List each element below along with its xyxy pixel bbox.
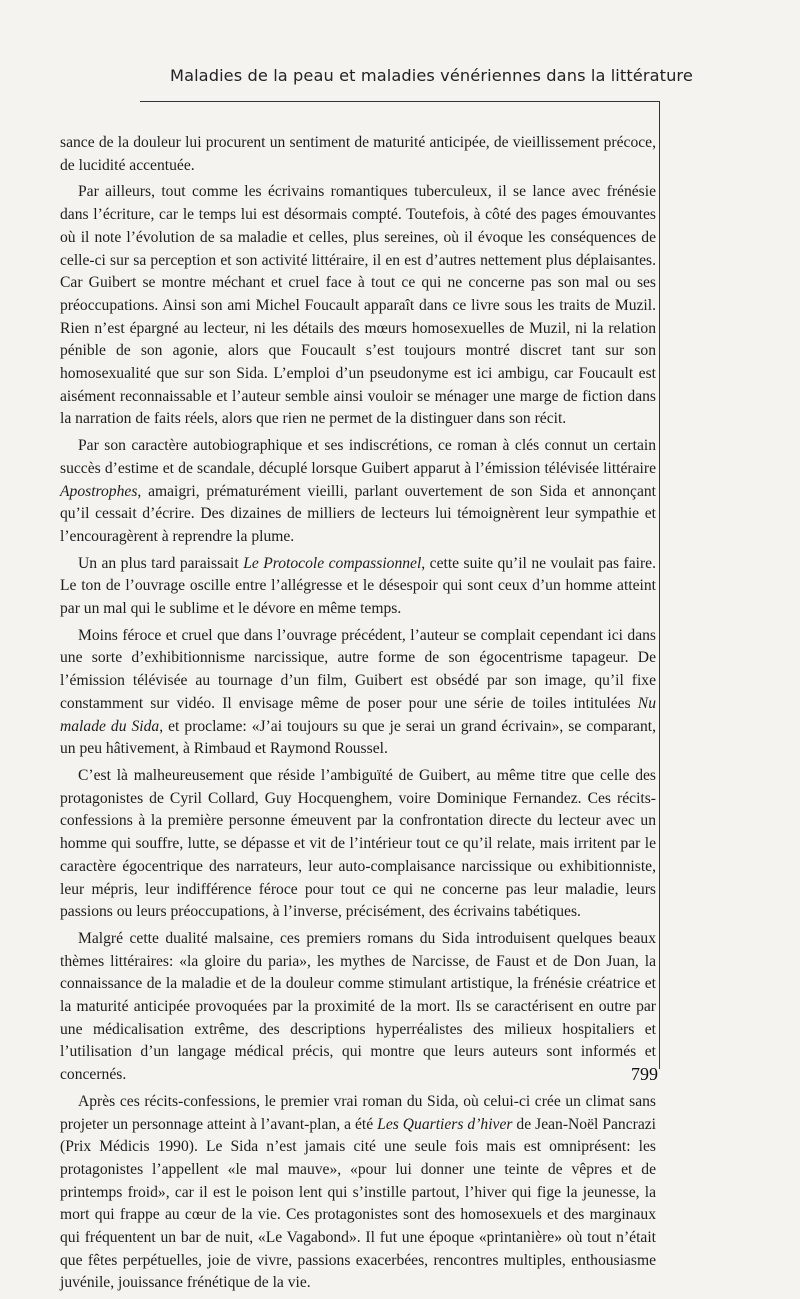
- paragraph-text: Après ces récits-confessions, le premier vrai roman du Sida, où celui-ci crée un climat sans projeter un personnage atteint à l’avant-plan, a été: [60, 1092, 656, 1133]
- paragraph: [60, 553, 656, 621]
- title-italic: Le Protocole compassionnel: [243, 554, 422, 572]
- title-italic: Apostrophes: [60, 482, 138, 500]
- title-italic: Nu malade du Sida: [60, 694, 656, 735]
- header-rule: [140, 101, 660, 102]
- paragraph-text: Par son caractère autobiographique et ses indiscrétions, ce roman à clés connut un certain succès d’estime et de scandale, décuplé lorsque Guibert apparut à l’émission télévisée littéraire: [60, 437, 656, 477]
- paragraph: sance de la douleur lui procurent un sentiment de maturité anticipée, de vieillissement précoce, de lucidité accentuée.: [60, 134, 656, 174]
- paragraph-text: Moins féroce et cruel que dans l’ouvrage précédent, l’auteur se complait cependant ici dans une sorte d’exhibitionnisme narcissique, autre forme de son égocentrisme tapageur. De l’émission télévisée au tournage d’un film, Guibert est obsédé par son image, qu’il fixe constamment sur vidéo. Il envisage même de poser pour une série de toiles intitulées: [60, 626, 656, 712]
- paragraph-text: Un an plus tard paraissait: [78, 554, 244, 572]
- paragraph-text: de Jean-Noël Pancrazi (Prix Médicis 1990). Le Sida n’est jamais cité une seule fois mais est omniprésent: les protagonistes l’appellent «le mal mauve», «pour lui donner une teinte de vêpres et de printemps froid», car il est le poison lent qui s’instille partout, l’hiver qui fige la jeunesse, la mort qui frappe au cœur de la vie. Ces protagonistes sont des homosexuels et des marginaux qui fréquentent un bar de nuit, «Le Vagabond». Il fut une époque «printanière» où tout n’était que fêtes perpétuelles, joie de vivre, passions exacerbées, rencontres multiples, enthousiasme juvénile, jouissance frénétique de la vie.: [60, 1115, 657, 1292]
- paragraph-text: , amaigri, prématurément vieilli, parlant ouvertement de son Sida et annonçant qu’il cessait d’écrire. Des dizaines de milliers de lecteurs lui témoignèrent leur sympathie et l’encouragèrent à reprendre la plume.: [60, 482, 656, 545]
- paragraph: Malgré cette dualité malsaine, ces premiers romans du Sida introduisent quelques beaux thèmes littéraires: «la gloire du paria», les mythes de Narcisse, de Faust et de Don Juan, la connaissance de la maladie et de la douleur comme stimulant artistique, la frénésie créatrice et la maturité anticipée provoquées par la proximité de la mort. Ils se caractérisent en outre par une médicalisation extrême, des descriptions hyperréalistes des milieux hospitaliers et l’utilisation d’un langage médical précis, qui montre que leurs auteurs sont informés et concernés.: [60, 929, 656, 1084]
- paragraph: C’est là malheureusement que réside l’ambiguïté de Guibert, au même titre que celle des protagonistes de Cyril Collard, Guy Hocquenghem, voire Dominique Fernandez. Ces récits-confessions à la première personne émeuvent par la confrontation directe du lecteur avec un homme qui souffre, lutte, se dépasse et vit de l’intérieur tout ce qu’il relate, mais irritent par le caractère égocentrique des narrateurs, leur auto-complaisance narcissique ou exhibitionniste, leur mépris, leur indifférence féroce pour tout ce qui ne concerne pas leur maladie, leurs passions ou leurs préoccupations, à l’inverse, précisément, des écrivains tabétiques.: [60, 766, 656, 921]
- paragraph: Par ailleurs, tout comme les écrivains romantiques tuberculeux, il se lance avec frénésie dans l’écriture, car le temps lui est désormais compté. Toutefois, à côté des pages émouvantes où il note l’évolution de sa maladie et celles, plus sereines, où il évoque les conséquences de celle-ci sur sa perception et son activité littéraire, il en est d’autres nettement plus déplaisantes. Car Guibert se montre méchant et cruel face à tout ce qui ne concerne pas son mal ou ses préoccupations. Ainsi son ami Michel Foucault apparaît dans ce livre sous les traits de Muzil. Rien n’est épargné au lecteur, ni les détails des mœurs homosexuelles de Muzil, ni la relation pénible de son agonie, alors que Foucault s’est toujours montré discret tant sur son homosexualité que sur son Sida. L’emploi d’un pseudonyme est ici ambigu, car Foucault est aisément reconnaissable et l’auteur semble ainsi vouloir se ménager une marge de fiction dans la narration de faits réels, alors que rien ne permet de la distinguer dans son récit.: [60, 183, 656, 428]
- paragraph: [60, 1091, 656, 1295]
- paragraph-text: , cette suite qu’il ne voulait pas faire. Le ton de l’ouvrage oscille entre l’allégresse et le désespoir qui sont ceux d’un homme atteint par un mal qui le sublime et le dévore en même temps.: [60, 554, 656, 618]
- running-head-title: Maladies de la peau et maladies vénériennes dans la littérature: [170, 66, 693, 85]
- page-number: 799: [631, 1064, 658, 1084]
- paragraph: [60, 625, 656, 761]
- paragraph: [60, 435, 656, 549]
- paragraph-text: , et proclame: «J’ai toujours su que je serai un grand écrivain», se comparant, un peu hâtivement, à Rimbaud et Raymond Roussel.: [60, 717, 656, 758]
- title-italic: Les Quartiers d’hiver: [377, 1115, 513, 1133]
- body-text: [60, 132, 656, 1299]
- margin-rule: [659, 101, 660, 1069]
